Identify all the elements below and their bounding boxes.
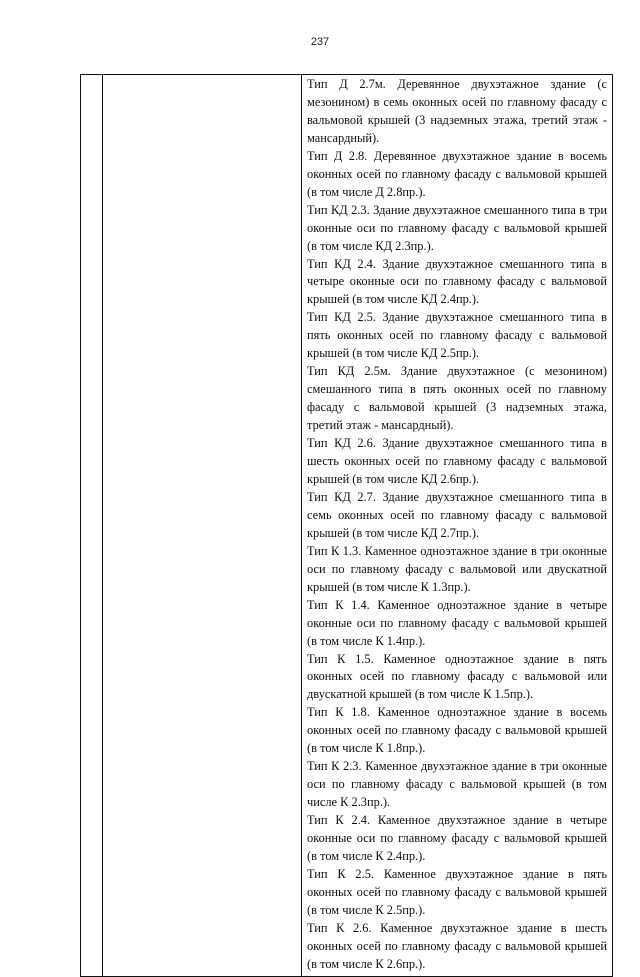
building-type-entry: Тип К 2.3. Каменное двухэтажное здание в три оконные оси по главному фасаду с вальмовой крышей (в том числе К 2.3пр.). [307,759,607,810]
building-type-entry: Тип К 1.8. Каменное одноэтажное здание в восемь оконных осей по главному фасаду с вальмовой крышей (в том числе К 1.8пр.). [307,705,607,756]
building-type-entry: Тип КД 2.4. Здание двухэтажное смешанного типа в четыре оконные оси по главному фасаду с вальмовой крышей (в том числе КД 2.4пр.). [307,256,607,307]
document-table [80,74,613,977]
description-cell [302,75,613,977]
building-type-entry: Тип К 1.4. Каменное одноэтажное здание в четыре оконные оси по главному фасаду с вальмовой крышей (в том числе К 1.4пр.). [307,597,607,648]
building-type-entry: Тип К 1.5. Каменное одноэтажное здание в пять оконных осей по главному фасаду с вальмовой или двускатной крышей (в том числе К 1.5пр.). [307,651,607,702]
building-type-entry: Тип К 2.5. Каменное двухэтажное здание в пять оконных осей по главному фасаду с вальмовой крышей (в том числе К 2.5пр.). [307,866,607,917]
page-number: 237 [310,36,330,48]
table-row [81,75,613,977]
building-type-entry: Тип Д 2.7м. Деревянное двухэтажное здание (с мезонином) в семь оконных осей по главному фасаду с вальмовой крышей (3 надземных этажа, третий этаж - мансардный). [307,77,607,145]
building-type-entry: Тип К 1.3. Каменное одноэтажное здание в три оконные оси по главному фасаду с вальмовой или двускатной крышей (в том числе К 1.3пр.). [307,543,607,594]
building-type-entry: Тип КД 2.5м. Здание двухэтажное (с мезонином) смешанного типа в пять оконных осей по главному фасаду с вальмовой крышей (3 надземных этажа, третий этаж - мансардный). [307,364,607,433]
building-type-entry: Тип КД 2.7. Здание двухэтажное смешанного типа в семь оконных осей по главному фасаду с вальмовой крышей (в том числе КД 2.7пр.). [307,489,607,540]
building-type-entry: Тип К 2.6. Каменное двухэтажное здание в шесть оконных осей по главному фасаду с вальмовой крышей (в том числе К 2.6пр.). [307,920,607,971]
building-type-entry: Тип Д 2.8. Деревянное двухэтажное здание в восемь оконных осей по главному фасаду с вальмовой крышей (в том числе Д 2.8пр.). [307,148,607,199]
building-type-entry: Тип КД 2.6. Здание двухэтажное смешанного типа в шесть оконных осей по главному фасаду с вальмовой крышей (в том числе КД 2.6пр.). [307,436,607,486]
building-type-entry: Тип КД 2.5. Здание двухэтажное смешанного типа в пять оконных осей по главному фасаду с вальмовой крышей (в том числе КД 2.5пр.). [307,310,607,361]
building-type-entry: Тип КД 2.3. Здание двухэтажное смешанного типа в три оконные оси по главному фасаду с вальмовой крышей (в том числе КД 2.3пр.). [307,202,607,253]
object-cell [103,75,302,977]
building-type-entry: Тип К 2.4. Каменное двухэтажное здание в четыре оконные оси по главному фасаду с вальмовой крышей (в том числе К 2.4пр.). [307,813,607,863]
building-type-list [302,75,612,976]
number-cell [81,75,103,977]
